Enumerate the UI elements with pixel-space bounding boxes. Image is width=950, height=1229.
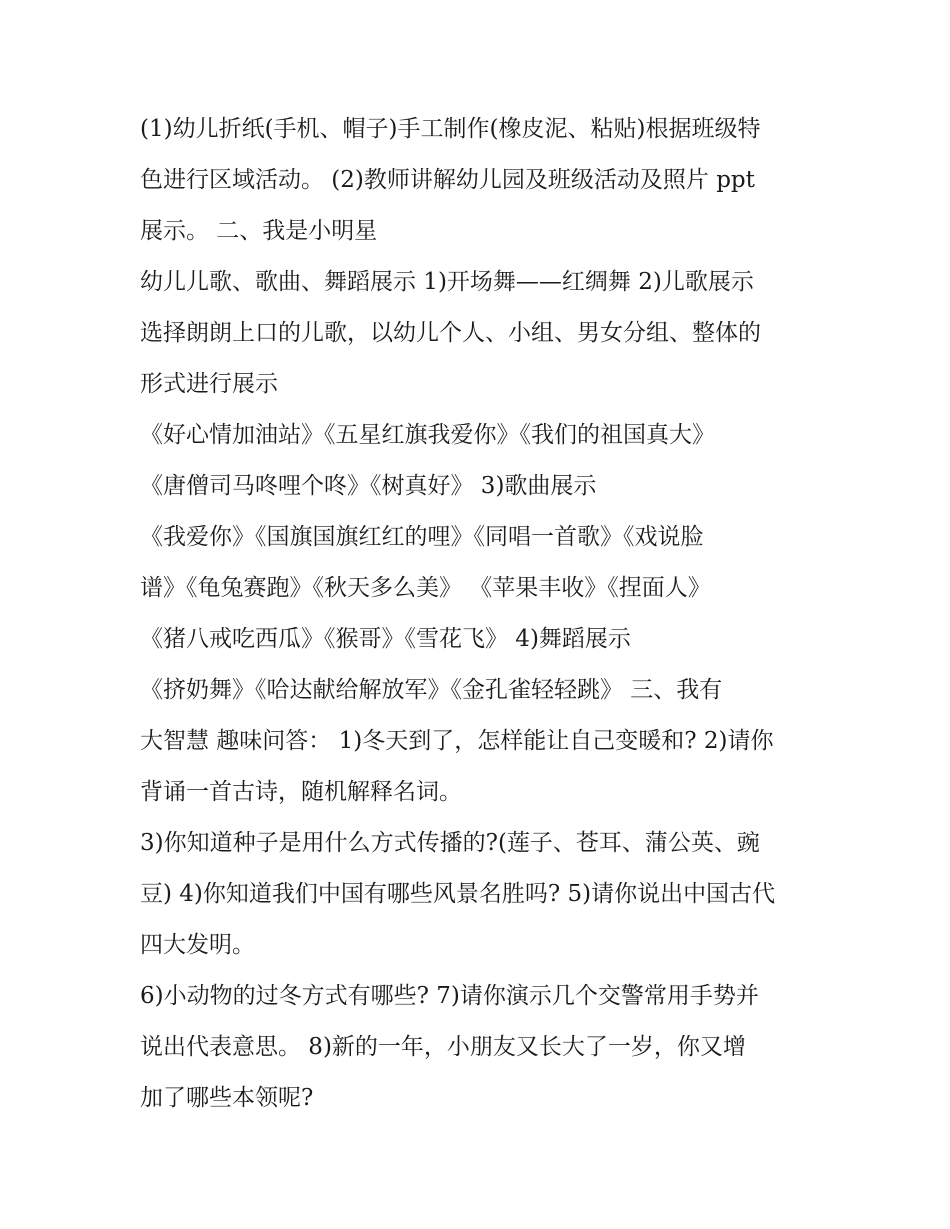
text-line: 色进行区域活动。 (2)教师讲解幼儿园及班级活动及照片 ppt (140, 167, 755, 193)
text-line: 《挤奶舞》《哈达献给解放军》《金孔雀轻轻跳》 三、我有 (140, 677, 723, 703)
text-line: 幼儿儿歌、歌曲、舞蹈展示 1)开场舞——红绸舞 2)儿歌展示 (140, 269, 754, 295)
text-line: 豆) 4)你知道我们中国有哪些风景名胜吗? 5)请你说出中国古代 (140, 881, 776, 907)
text-line: 大智慧 趣味问答： 1)冬天到了，怎样能让自己变暖和? 2)请你 (140, 728, 774, 754)
text-line: 《我爱你》《国旗国旗红红的哩》《同唱一首歌》《戏说脸 (140, 524, 704, 550)
text-line: 《猪八戒吃西瓜》《猴哥》《雪花飞》 4)舞蹈展示 (140, 626, 631, 652)
text-line: 谱》《龟兔赛跑》《秋天多么美》 《苹果丰收》《捏面人》 (140, 575, 711, 601)
text-line: 四大发明。 (140, 932, 255, 958)
text-line: (1)幼儿折纸(手机、帽子)手工制作(橡皮泥、粘贴)根据班级特 (140, 116, 761, 142)
text-line: 说出代表意思。 8)新的一年，小朋友又长大了一岁，你又增 (140, 1034, 746, 1060)
text-line: 选择朗朗上口的儿歌，以幼儿个人、小组、男女分组、整体的 (140, 320, 761, 346)
text-line: 6)小动物的过冬方式有哪些? 7)请你演示几个交警常用手势并 (140, 983, 759, 1009)
text-line: 3)你知道种子是用什么方式传播的?(莲子、苍耳、蒲公英、豌 (140, 830, 760, 856)
body-text (140, 104, 820, 1124)
text-line: 《唐僧司马咚哩个咚》《树真好》 3)歌曲展示 (140, 473, 597, 499)
text-line: 《好心情加油站》《五星红旗我爱你》《我们的祖国真大》 (140, 422, 715, 448)
text-line: 加了哪些本领呢? (140, 1085, 314, 1111)
text-line: 形式进行展示 (140, 371, 278, 397)
text-line: 背诵一首古诗，随机解释名词。 (140, 779, 462, 805)
text-line: 展示。 二、我是小明星 (140, 218, 378, 244)
